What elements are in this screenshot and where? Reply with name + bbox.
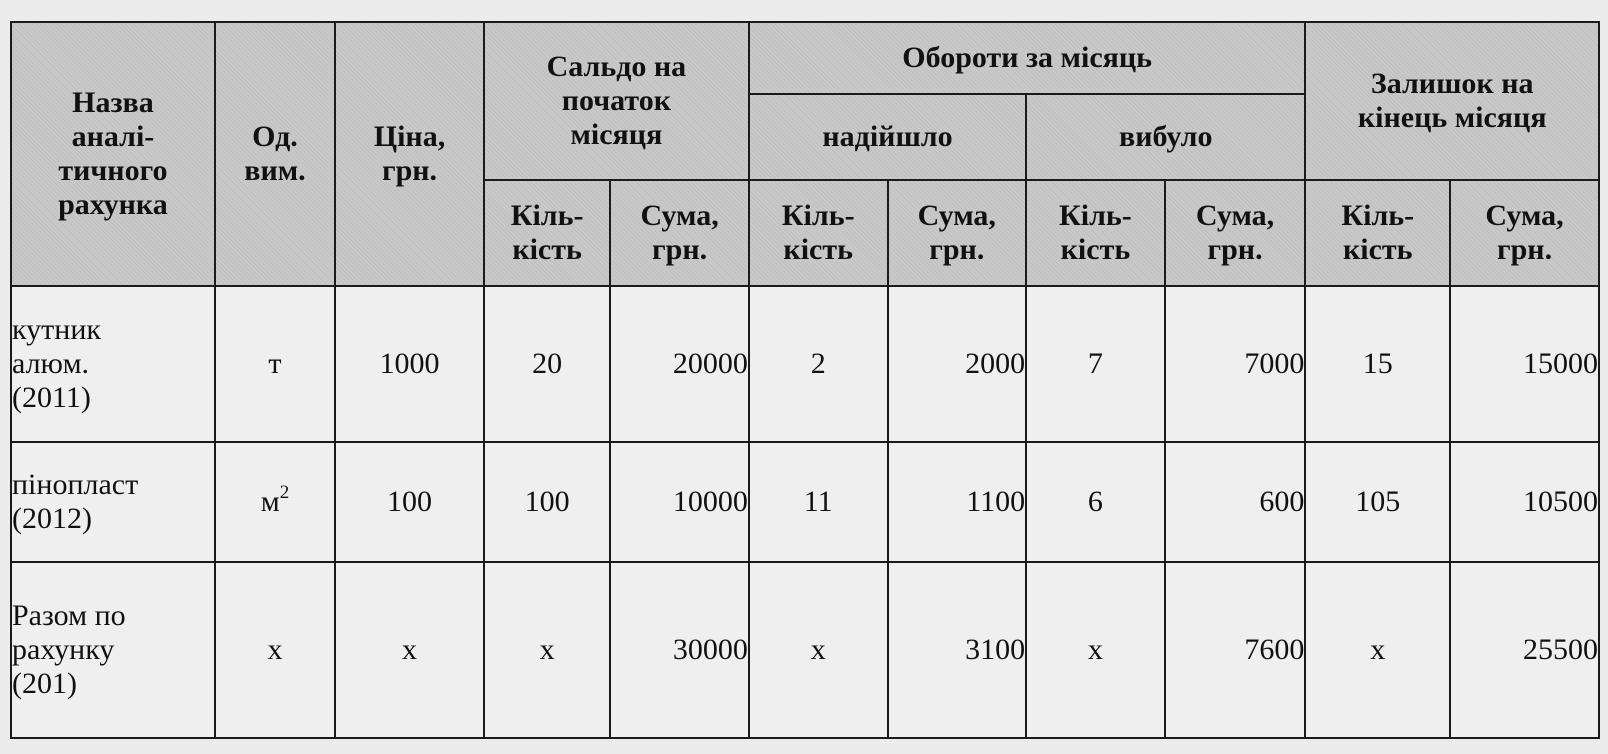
row-out-sum: 7600 — [1165, 562, 1306, 738]
table-row — [11, 286, 1599, 442]
row-in-sum: 2000 — [888, 286, 1027, 442]
row-unit — [215, 562, 335, 738]
row-in-sum: 1100 — [888, 442, 1027, 562]
row-close-sum: 10500 — [1450, 442, 1599, 562]
col-header-open-sum: Сума, грн. — [610, 180, 749, 286]
unit-text: м — [260, 485, 280, 518]
row-in-sum: 3100 — [888, 562, 1027, 738]
row-in-qty: 11 — [749, 442, 888, 562]
row-out-qty: 6 — [1026, 442, 1165, 562]
row-name: Разом по рахунку (201) — [11, 562, 215, 738]
col-header-price: Ціна, грн. — [335, 22, 484, 286]
ledger-table — [10, 21, 1600, 739]
col-header-received: надійшло — [749, 94, 1026, 180]
col-header-unit: Од. вим. — [215, 22, 335, 286]
table-row — [11, 442, 1599, 562]
row-price: 100 — [335, 442, 484, 562]
row-out-qty: 7 — [1026, 286, 1165, 442]
unit-text: т — [268, 347, 282, 380]
row-in-qty: x — [749, 562, 888, 738]
row-open-qty: x — [484, 562, 610, 738]
col-header-name: Назва аналі- тичного рахунка — [11, 22, 215, 286]
row-out-sum: 7000 — [1165, 286, 1306, 442]
col-header-turnover: Обороти за місяць — [749, 22, 1306, 94]
row-out-sum: 600 — [1165, 442, 1306, 562]
unit-text: x — [267, 633, 283, 666]
row-unit — [215, 442, 335, 562]
col-header-out-qty: Кіль- кість — [1026, 180, 1165, 286]
row-name: пінопласт (2012) — [11, 442, 215, 562]
row-name: кутник алюм. (2011) — [11, 286, 215, 442]
col-header-opening-balance: Сальдо на початок місяця — [484, 22, 749, 180]
row-price: x — [335, 562, 484, 738]
unit-superscript: 2 — [279, 482, 290, 503]
col-header-close-qty: Кіль- кість — [1305, 180, 1450, 286]
col-header-issued: вибуло — [1026, 94, 1305, 180]
row-open-sum: 30000 — [610, 562, 749, 738]
col-header-open-qty: Кіль- кість — [484, 180, 610, 286]
row-open-sum: 10000 — [610, 442, 749, 562]
col-header-in-qty: Кіль- кість — [749, 180, 888, 286]
col-header-close-sum: Сума, грн. — [1450, 180, 1599, 286]
header-row-1 — [11, 22, 1599, 94]
row-close-sum: 15000 — [1450, 286, 1599, 442]
row-in-qty: 2 — [749, 286, 888, 442]
row-unit — [215, 286, 335, 442]
row-close-qty: x — [1305, 562, 1450, 738]
col-header-closing-balance: Залишок на кінець місяця — [1305, 22, 1599, 180]
row-close-sum: 25500 — [1450, 562, 1599, 738]
table-row-total — [11, 562, 1599, 738]
col-header-out-sum: Сума, грн. — [1165, 180, 1306, 286]
row-price: 1000 — [335, 286, 484, 442]
col-header-in-sum: Сума, грн. — [888, 180, 1027, 286]
row-open-sum: 20000 — [610, 286, 749, 442]
row-open-qty: 100 — [484, 442, 610, 562]
row-close-qty: 105 — [1305, 442, 1450, 562]
row-open-qty: 20 — [484, 286, 610, 442]
row-close-qty: 15 — [1305, 286, 1450, 442]
row-out-qty: x — [1026, 562, 1165, 738]
